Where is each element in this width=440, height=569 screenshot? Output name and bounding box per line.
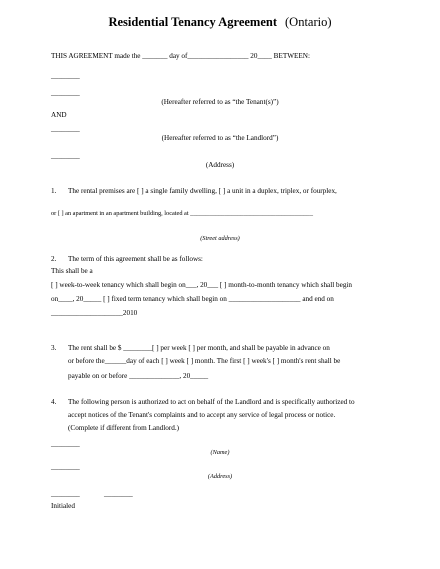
- section-1-line-1: The rental premises are [ ] a single family dwelling, [ ] a unit in a duplex, triplex, or fourplex,: [68, 187, 337, 195]
- initialed-label: Initialed: [51, 502, 75, 510]
- document-title: [0, 15, 440, 30]
- section-3-line-2: or before the______day of each [ ] week [ ] month. The first [ ] week's [ ] month's rent shall be: [68, 357, 341, 365]
- and-label: AND: [51, 111, 67, 119]
- section-2-line-5: ____________________2010: [51, 309, 138, 317]
- agent-name-blank: ________: [51, 440, 80, 448]
- preamble-line: THIS AGREEMENT made the _______ day of_________________ 20____ BETWEEN:: [51, 52, 310, 60]
- section-4-line-3: (Complete if different from Landlord.): [68, 424, 180, 432]
- initial-blank-2: ________: [104, 490, 133, 498]
- landlord-address-blank: ________: [51, 152, 80, 160]
- tenant-name-blank-2: ________: [51, 89, 80, 97]
- section-2-line-2: This shall be a: [51, 267, 93, 275]
- address-reference: (Address): [205, 161, 235, 169]
- section-1-number: 1.: [51, 187, 57, 195]
- address-reference-2: (Address): [207, 473, 233, 480]
- tenant-name-blank-1: ________: [51, 72, 80, 80]
- section-3-line-1: The rent shall be $ ________[ ] per week [ ] per month, and shall be payable in advance on: [68, 344, 330, 352]
- section-2-line-4: on____, 20_____ [ ] fixed term tenancy which shall begin on ____________________ and end on: [51, 295, 334, 303]
- section-4-line-1: The following person is authorized to act on behalf of the Landlord and is specifically authorized to: [68, 398, 355, 406]
- section-3-number: 3.: [51, 344, 57, 352]
- initial-blank-1: ________: [51, 490, 80, 498]
- section-4-line-2: accept notices of the Tenant's complaints and to accept any service of legal process or notice.: [68, 411, 336, 419]
- section-2-line-1: The term of this agreement shall be as follows:: [68, 255, 203, 263]
- tenant-reference: (Hereafter referred to as “the Tenant(s)”): [161, 98, 279, 106]
- landlord-reference: (Hereafter referred to as “the Landlord”): [161, 134, 279, 142]
- landlord-name-blank: ________: [51, 125, 80, 133]
- section-1-line-2: or [ ] an apartment in an apartment building, located at _______________________________________: [51, 210, 313, 217]
- title-province: (Ontario): [285, 15, 332, 29]
- section-3-line-3: payable on or before ______________, 20_____: [68, 372, 209, 380]
- agent-address-blank: ________: [51, 463, 80, 471]
- section-4-number: 4.: [51, 398, 57, 406]
- section-2-number: 2.: [51, 255, 57, 263]
- name-reference: (Name): [210, 449, 230, 456]
- title-main: Residential Tenancy Agreement: [108, 15, 277, 29]
- street-address-reference: (Street address): [200, 235, 240, 242]
- section-2-line-3: [ ] week-to-week tenancy which shall begin on___, 20___ [ ] month-to-month tenancy which shall begin: [51, 281, 352, 289]
